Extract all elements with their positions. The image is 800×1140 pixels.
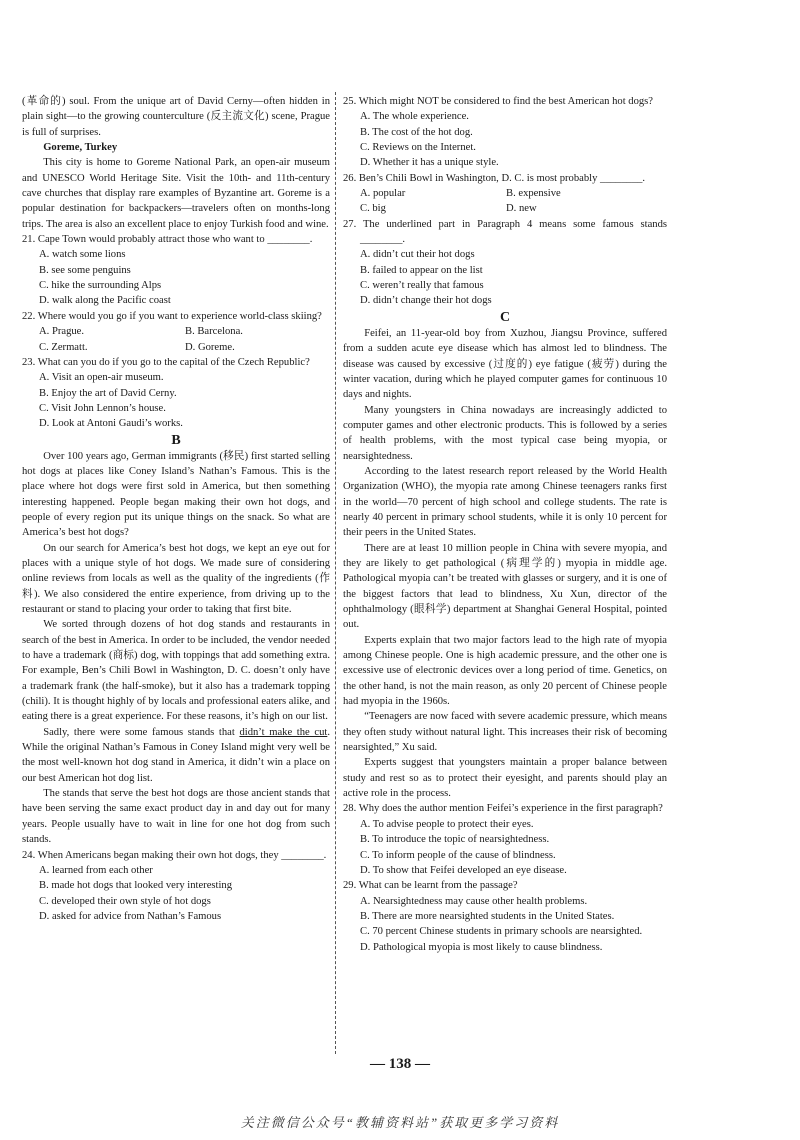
q24-option-d: D. asked for advice from Nathan’s Famous — [39, 910, 222, 922]
q25-option-c: C. Reviews on the Internet. — [360, 142, 476, 154]
q27-option-d: D. didn’t change their hot dogs — [360, 295, 492, 307]
q29-option-b: B. There are more nearsighted students in the United States. — [360, 910, 615, 922]
section-c-heading: C — [499, 309, 511, 325]
q27-option-a: A. didn’t cut their hot dogs — [360, 249, 475, 261]
question-24: 24. When Americans began making their own hot dogs, they ________. — [22, 849, 327, 861]
q23-option-c: C. Visit John Lennon’s house. — [39, 402, 166, 414]
passage-b-paragraph-1: Over 100 years ago, German immigrants (移民) first started selling hot dogs at places like Coney Island’s Nathan’s Famous. This is the place where hot dogs were first sold in America, but then something interesting happened. People began making their own hot dogs, and people of every region put its unique things on the snack. So what are America’s best hot dogs? — [22, 450, 330, 539]
q26-option-a: A. popular — [360, 188, 406, 200]
q28-option-c: C. To inform people of the cause of blindness. — [360, 849, 556, 861]
passage-b-paragraph-3: We sorted through dozens of hot dog stands and restaurants in search of the best in America. In order to be included, the vendor needed to have a trademark (商标) dog, with toppings that add something extra. For example, Ben’s Chili Bowl in Washington, D. C. doesn’t only have a trademark frank (the half-smoke), but it also has a trademark topping (chili). It is thought highly of by locals and professional eaters alike, and eating there is a great experience. For these reasons, it’s high on our list. — [22, 619, 330, 723]
q25-option-d: D. Whether it has a unique style. — [360, 157, 499, 169]
passage-c-paragraph-5: Experts explain that two major factors lead to the high rate of myopia among Chinese people. One is high academic pressure, and the other one is excessive use of electronic devices over a long period of time. Genetics, on the other hand, is not the main reason, as only 20 percent of Chinese people had myopia in the 1960s. — [343, 634, 667, 708]
underlined-phrase: didn’t make the cut — [239, 726, 328, 738]
q24-option-c: C. developed their own style of hot dogs — [39, 895, 211, 907]
question-27: 27. The underlined part in Paragraph 4 means some famous stands ________. — [343, 218, 667, 246]
question-28: 28. Why does the author mention Feifei’s experience in the first paragraph? — [343, 803, 663, 815]
q29-option-c: C. 70 percent Chinese students in primary schools are nearsighted. — [360, 926, 643, 938]
column-divider — [335, 92, 336, 1054]
q21-option-c: C. hike the surrounding Alps — [39, 280, 162, 292]
q22-option-b: B. Barcelona. — [185, 326, 243, 338]
q29-option-d: D. Pathological myopia is most likely to cause blindness. — [360, 941, 603, 953]
passage-c-paragraph-3: According to the latest research report released by the World Health Organization (WHO), the myopia rate among Chinese teenagers ranks first in the world—70 percent of high school and college students. The rate is nearly 40 percent in primary school students, while it is only 10 percent for their peers in the United States. — [343, 465, 667, 539]
q27-option-b: B. failed to appear on the list — [360, 264, 483, 276]
q23-option-a: A. Visit an open-air museum. — [39, 372, 164, 384]
question-21: 21. Cape Town would probably attract those who want to ________. — [22, 234, 313, 246]
question-22: 22. Where would you go if you want to experience world-class skiing? — [22, 310, 322, 322]
q22-option-a: A. Prague. — [39, 326, 85, 338]
p4-before: Sadly, there were some famous stands that — [43, 726, 240, 738]
goreme-heading: Goreme, Turkey — [43, 142, 118, 154]
question-25: 25. Which might NOT be considered to find the best American hot dogs? — [343, 96, 654, 107]
q25-option-a: A. The whole experience. — [360, 111, 469, 123]
passage-b-paragraph-5: The stands that serve the best hot dogs are those ancient stands that have been serving the same exact product day in and day out for many years. People usually have to wait in line for one hot dog from such stands. — [22, 788, 330, 846]
question-26: 26. Ben’s Chili Bowl in Washington, D. C. is most probably ________. — [343, 172, 646, 184]
passage-c-paragraph-1: Feifei, an 11-year-old boy from Xuzhou, Jiangsu Province, suffered from a sudden acute eye disease which has almost led to blindness. The disease was caused by excessive (过度的) eye fatigue (疲劳) during the winter vacation, during which he played computer games for continuous 10 days and nights. — [343, 327, 667, 401]
q28-option-b: B. To introduce the topic of nearsightedness. — [360, 834, 550, 846]
passage-c-paragraph-6: “Teenagers are now faced with severe academic pressure, which means they often study without natural light. This increases their risk of becoming nearsighted,” Xu said. — [343, 711, 667, 754]
passage-c-paragraph-4: There are at least 10 million people in China with severe myopia, and they are likely to get pathological (病理学的) myopia in middle age. Pathological myopia can’t be treated with glasses or surgery, and it is one of the biggest factors that lead to blindness, Xu Xun, director of the ophthalmology (眼科学) department at Shanghai General Hospital, pointed out. — [343, 542, 667, 631]
goreme-paragraph: This city is home to Goreme National Park, an open-air museum and UNESCO World Heritage Site. Visit the 10th- and 11th-century cave churches that display rare examples of Byzantine art. Goreme is a popular destination for backpackers—travelers often on months-long trips. The area is also an excellent place to enjoy Turkish food and wine. — [22, 157, 330, 230]
q27-option-c: C. weren’t really that famous — [360, 280, 484, 292]
q26-options — [343, 186, 667, 217]
left-column — [22, 94, 330, 924]
passage-b-paragraph-2: On our search for America’s best hot dogs, we kept an eye out for places with a unique style of hot dogs. We made sure of considering online reviews from locals as well as the quality of the ingredients (作料). We also considered the entire experience, from driving up to the restaurant or stand to placing your order to taking that first bite. — [22, 542, 330, 615]
section-b-heading: B — [171, 432, 181, 448]
passage-c-paragraph-7: Experts suggest that youngsters maintain a proper balance between study and rest so as to protect their eyesight, and parents should play an active role in the process. — [343, 757, 667, 800]
q21-option-b: B. see some penguins — [39, 264, 131, 276]
passage-a-end: (革命的) soul. From the unique art of David Cerny—often hidden in plain sight—to the growing counterculture (反主流文化) scene, Prague is full of surprises. — [22, 96, 330, 138]
q29-option-a: A. Nearsightedness may cause other health problems. — [360, 895, 588, 907]
p4-after: . While the original Nathan’s Famous in Coney Island might very well be the most well-known hot dog stand in America, it didn’t win a place on our best American hot dog list. — [22, 726, 330, 784]
q26-option-b: B. expensive — [506, 188, 561, 200]
question-23: 23. What can you do if you go to the capital of the Czech Republic? — [22, 356, 310, 368]
q24-option-a: A. learned from each other — [39, 864, 153, 876]
q28-option-d: D. To show that Feifei developed an eye disease. — [360, 864, 567, 876]
q23-option-d: D. Look at Antoni Gaudi’s works. — [39, 418, 183, 430]
q22-option-c: C. Zermatt. — [39, 341, 88, 353]
q22-options — [22, 324, 330, 355]
passage-c-paragraph-2: Many youngsters in China nowadays are increasingly addicted to computer games and other electronic products. This is followed by a series of health problems, with the most typical case being myopia, or nearsightedness. — [343, 404, 667, 462]
q21-option-a: A. watch some lions — [39, 249, 126, 261]
footer-note: 关注微信公众号“教辅资料站”获取更多学习资料 — [240, 1115, 560, 1130]
q23-option-b: B. Enjoy the art of David Cerny. — [39, 387, 177, 399]
q26-option-d: D. new — [506, 203, 537, 215]
q26-option-c: C. big — [360, 203, 386, 215]
right-column — [343, 94, 667, 955]
question-29: 29. What can be learnt from the passage? — [343, 880, 518, 892]
page-number: — 138 — — [370, 1056, 430, 1072]
passage-b-paragraph-4 — [22, 725, 330, 786]
q21-option-d: D. walk along the Pacific coast — [39, 295, 171, 307]
q28-option-a: A. To advise people to protect their eyes. — [360, 818, 534, 830]
q22-option-d: D. Goreme. — [185, 341, 235, 353]
q24-option-b: B. made hot dogs that looked very interesting — [39, 880, 233, 892]
q25-option-b: B. The cost of the hot dog. — [360, 126, 473, 138]
